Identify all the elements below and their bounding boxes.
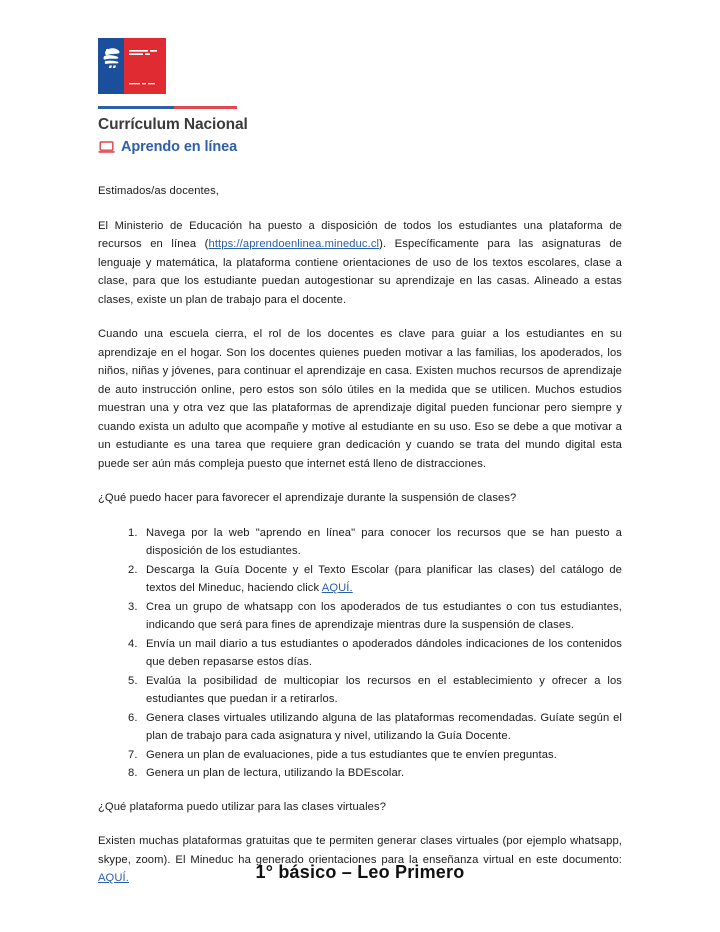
- paragraph-intro-text-after: ). Específicamente para las asignaturas de lenguaje y matemática, la plataforma contiene orientaciones de uso de los textos escolares, clase a clase, para que los estudiante puedan autogestionar su aprendizaje en las casas. Alineado a estas clases, existe un plan de trabajo para el docente.: [98, 238, 622, 306]
- brand-title: Currículum Nacional: [98, 116, 248, 133]
- list-item: [98, 524, 622, 561]
- document-body: [98, 182, 622, 904]
- list-item: [98, 746, 622, 765]
- paragraph-intro: [98, 217, 622, 310]
- paragraph-teacher-role: Cuando una escuela cierra, el rol de los docentes es clave para guiar a los estudiantes en su aprendizaje en el hogar. Son los docentes quienes pueden motivar a las familias, los apoderados, los niños, niñas y jóvenes, para continuar el aprendizaje en casa. Existen muchos recursos de aprendizaje de auto instrucción online, pero estos son sólo útiles en la medida que se utilicen. Muchos estudios muestran una y otra vez que las plataformas de aprendizaje digital pueden funcionar pero siempre y cuando exista un adulto que acompañe y motive al estudiante en su uso. Eso se debe a que motivar a un estudiante es una tarea que requiere gran dedicación y cuando se trata del mundo digital esta puede ser aún más compleja puesto que internet está lleno de distracciones.: [98, 328, 622, 470]
- list-item: [98, 709, 622, 746]
- gobierno-de-chile-ministerio-de-educacion-logo: [98, 38, 166, 94]
- salutation: Estimados/as docentes,: [98, 185, 219, 197]
- step-text: Genera un plan de evaluaciones, pide a tus estudiantes que te envíen preguntas.: [146, 748, 557, 761]
- document-header: [98, 38, 298, 155]
- brand-divider-rule: [98, 106, 237, 109]
- steps-list: [98, 524, 622, 783]
- question-which-platform: ¿Qué plataforma puedo utilizar para las clases virtuales?: [98, 800, 387, 813]
- step-text: Evalúa la posibilidad de multicopiar los recursos en el establecimiento y ofrecer a los estudiantes que puedan ir a retirarlos.: [146, 674, 622, 705]
- aprendoenlinea-url-link[interactable]: https://aprendoenlinea.mineduc.cl: [208, 238, 380, 250]
- step-text: Navega por la web "aprendo en línea" para conocer los recursos que se han puesto a disposición de los estudiantes.: [146, 526, 622, 557]
- brand-subtitle: Aprendo en línea: [121, 139, 238, 156]
- question-what-can-i-do: ¿Qué puedo hacer para favorecer el aprendizaje durante la suspensión de clases?: [98, 492, 517, 504]
- list-item: [98, 561, 622, 598]
- list-item: [98, 764, 622, 783]
- aqui-link-orientaciones[interactable]: AQUÍ.: [98, 872, 129, 884]
- laptop-icon: [98, 141, 115, 154]
- list-item: [98, 598, 622, 635]
- brand-subtitle-row: [98, 139, 298, 155]
- step-text-before: Descarga la Guía Docente y el Texto Escolar (para planificar las clases) del catálogo de textos del Mineduc, haciendo click: [146, 563, 622, 594]
- paragraph-intro-text-before: El Ministerio de Educación ha puesto a disposición de todos los estudiantes una plataforma de recursos en línea (: [98, 219, 622, 250]
- step-text: Genera un plan de lectura, utilizando la BDEscolar.: [146, 767, 405, 779]
- step-text: Genera clases virtuales utilizando alguna de las plataformas recomendadas. Guíate según el plan de trabajo para cada asignatura y nivel, utilizando la Guía Docente.: [146, 711, 622, 742]
- step-text: Envía un mail diario a tus estudiantes o apoderados dándoles indicaciones de los contenidos que deben repasarse estos días.: [146, 637, 622, 668]
- aqui-link-guia-docente[interactable]: AQUÍ.: [321, 582, 353, 594]
- paragraph-platforms-text: Existen muchas plataformas gratuitas que te permiten generar clases virtuales (por ejemplo whatsapp, skype, zoom). El Mineduc ha generado orientaciones para la enseñanza virtual en este documento:: [98, 835, 622, 866]
- list-item: [98, 672, 622, 709]
- list-item: [98, 635, 622, 672]
- page-title-footer: 1° básico – Leo Primero: [255, 862, 465, 882]
- step-text: Crea un grupo de whatsapp con los apoderados de tus estudiantes o con tus estudiantes, indicando que será para fines de aprendizaje mientras dure la suspensión de clases.: [146, 600, 622, 631]
